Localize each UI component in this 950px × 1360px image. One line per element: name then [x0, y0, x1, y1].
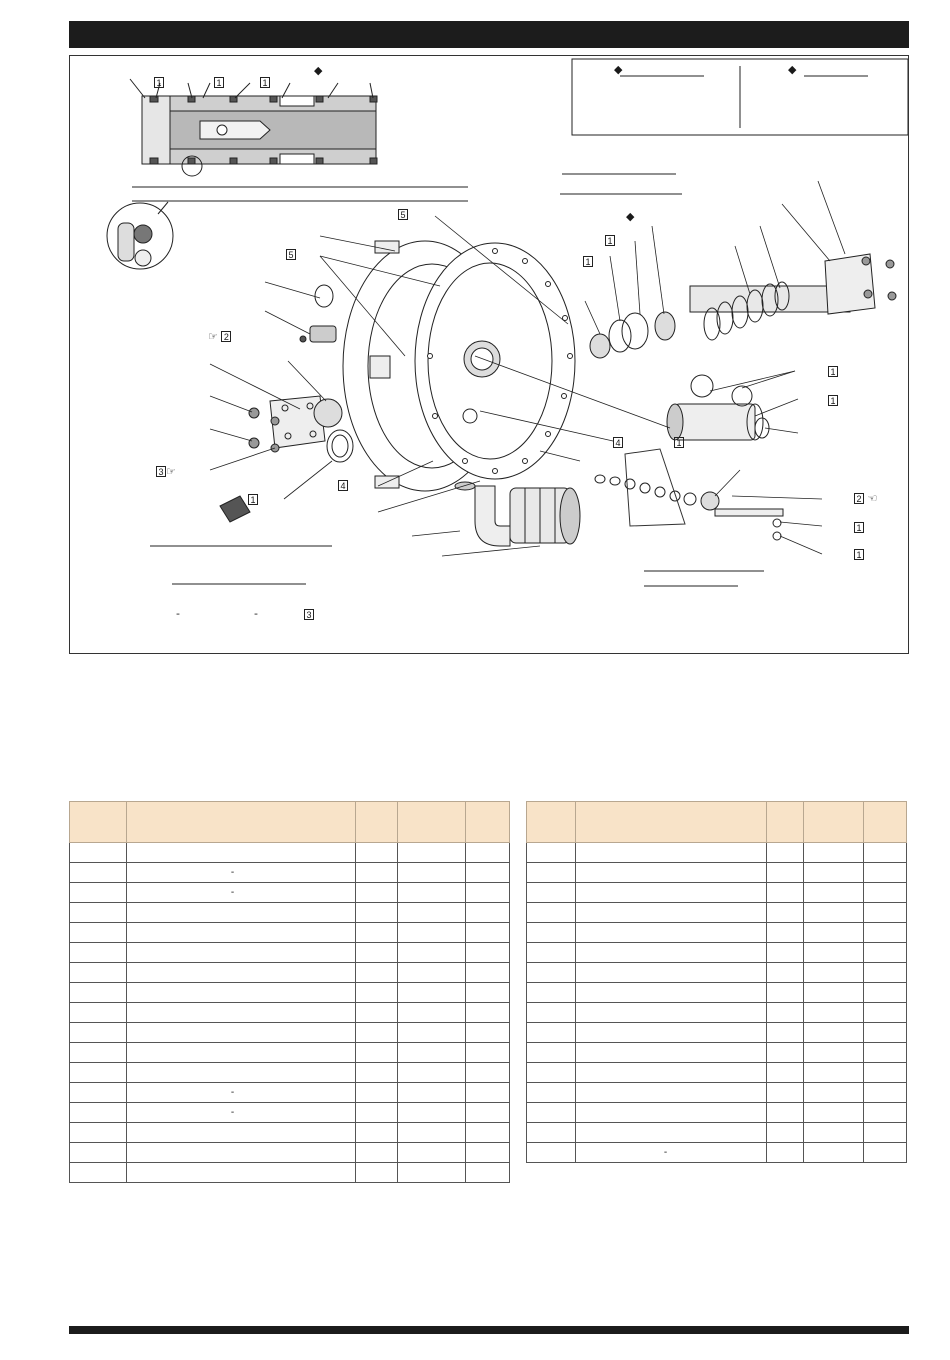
- table-cell: [466, 1143, 510, 1163]
- table-cell: [527, 843, 576, 863]
- table-cell: [804, 1023, 864, 1043]
- table-cell: [804, 1043, 864, 1063]
- table-cell: [527, 943, 576, 963]
- table-cell: [527, 903, 576, 923]
- table-cell: [398, 1143, 466, 1163]
- callout-1-f: 1: [828, 366, 838, 378]
- port-plate: [249, 396, 325, 452]
- table-cell: [356, 963, 398, 983]
- table-cell: [356, 983, 398, 1003]
- table-row: [527, 1063, 907, 1083]
- dash-mark: -: [230, 1107, 235, 1118]
- diamond-mark-right: ◆: [626, 210, 635, 223]
- header-cell-kit: [466, 802, 510, 843]
- table-cell: [767, 1003, 804, 1023]
- table-cell: [398, 903, 466, 923]
- table-cell: [70, 1083, 127, 1103]
- dash-mark-a: -: [176, 607, 180, 620]
- table-cell: [864, 1023, 907, 1043]
- pointing-hand-icon: ☞: [208, 330, 218, 343]
- table-cell: [527, 1083, 576, 1103]
- table-cell: [126, 1003, 356, 1023]
- table-cell: [398, 1123, 466, 1143]
- table-row: [70, 1163, 510, 1183]
- table-row: [70, 943, 510, 963]
- table-row: [527, 983, 907, 1003]
- table-cell: [864, 1143, 907, 1163]
- header-cell-item: [70, 802, 127, 843]
- table-cell: [70, 983, 127, 1003]
- table-cell: [575, 843, 767, 863]
- diamond-mark-top: ◆: [314, 64, 323, 77]
- table-cell: [767, 963, 804, 983]
- diagram-drawing: [70, 56, 908, 653]
- table-cell: [575, 903, 767, 923]
- main-shaft: [667, 375, 769, 440]
- callout-2-hand-right: 2 ☜: [854, 493, 877, 505]
- flange-plate: [415, 243, 575, 479]
- table-cell: [767, 863, 804, 883]
- table-cell: [70, 943, 127, 963]
- table-cell: [804, 1063, 864, 1083]
- table-cell: [356, 863, 398, 883]
- table-cell: [398, 1083, 466, 1103]
- table-cell: [804, 1143, 864, 1163]
- header-cell-qty: [767, 802, 804, 843]
- table-cell: [527, 1103, 576, 1123]
- table-cell: [527, 983, 576, 1003]
- cylinder-cross-section: [130, 79, 468, 201]
- table-cell: [356, 943, 398, 963]
- table-cell: [356, 1063, 398, 1083]
- header-cell-part-no: [804, 802, 864, 843]
- table-cell: [527, 883, 576, 903]
- table-cell: [575, 1023, 767, 1043]
- table-cell: [767, 1043, 804, 1063]
- table-cell: [804, 1003, 864, 1023]
- table-row: [70, 1023, 510, 1043]
- header-cell-kit: [864, 802, 907, 843]
- callout-1-label: 1: [248, 494, 258, 506]
- callout-3-b: 3: [304, 609, 314, 621]
- table-row: [527, 1103, 907, 1123]
- table-cell: [527, 1003, 576, 1023]
- table-row: [527, 1003, 907, 1023]
- table-cell: [864, 1103, 907, 1123]
- table-cell: [466, 863, 510, 883]
- table-cell: [767, 1023, 804, 1043]
- table-cell: [356, 903, 398, 923]
- table-cell: [398, 843, 466, 863]
- table-cell: [575, 1063, 767, 1083]
- table-cell: [70, 1123, 127, 1143]
- table-row: [527, 883, 907, 903]
- callout-1-i: 1: [854, 522, 864, 534]
- table-row: [70, 863, 510, 883]
- dash-mark: -: [230, 867, 235, 878]
- table-header-row: [70, 802, 510, 843]
- table-cell: [767, 903, 804, 923]
- header-cell-description: [126, 802, 356, 843]
- table-cell: [575, 1043, 767, 1063]
- table-cell: [864, 1003, 907, 1023]
- table-cell: [356, 883, 398, 903]
- table-cell: [804, 1123, 864, 1143]
- table-cell: [126, 843, 356, 863]
- table-cell: [575, 943, 767, 963]
- table-row: [527, 903, 907, 923]
- table-cell: [126, 903, 356, 923]
- table-cell: [126, 1123, 356, 1143]
- exploded-parts-diagram: [69, 55, 909, 654]
- table-cell: [527, 923, 576, 943]
- table-cell: [804, 963, 864, 983]
- table-row: [70, 883, 510, 903]
- table-cell: [527, 1043, 576, 1063]
- callout-1-b: 1: [214, 77, 224, 89]
- table-cell: [804, 863, 864, 883]
- dash-mark: -: [230, 1087, 235, 1098]
- table-cell: [466, 1103, 510, 1123]
- table-cell: [767, 1063, 804, 1083]
- callout-4-a: 4: [338, 480, 348, 492]
- table-cell: [864, 1043, 907, 1063]
- table-cell: [126, 1083, 356, 1103]
- header-cell-qty: [356, 802, 398, 843]
- header-cell-description: [575, 802, 767, 843]
- table-cell: [804, 1103, 864, 1123]
- table-row: [527, 1123, 907, 1143]
- table-cell: [466, 843, 510, 863]
- table-cell: [466, 963, 510, 983]
- table-cell: [356, 1123, 398, 1143]
- table-cell: [466, 1123, 510, 1143]
- table-cell: [575, 923, 767, 943]
- callout-1-h: 1: [674, 437, 684, 449]
- table-cell: [804, 923, 864, 943]
- table-cell: [126, 863, 356, 883]
- table-cell: [356, 923, 398, 943]
- table-row: [70, 1063, 510, 1083]
- table-cell: [466, 923, 510, 943]
- table-cell: [864, 963, 907, 983]
- table-cell: [398, 1103, 466, 1123]
- table-cell: [126, 1063, 356, 1083]
- table-cell: [126, 1163, 356, 1183]
- pointing-hand-icon: ☜: [867, 492, 878, 505]
- table-cell: [864, 1063, 907, 1083]
- table-cell: [804, 843, 864, 863]
- header-bar: [69, 21, 909, 48]
- table-cell: [527, 1123, 576, 1143]
- table-cell: [126, 963, 356, 983]
- table-cell: [70, 863, 127, 883]
- table-cell: [767, 883, 804, 903]
- table-cell: [356, 1083, 398, 1103]
- table-row: [70, 1083, 510, 1103]
- elbow-fitting: [455, 482, 510, 546]
- table-cell: [527, 963, 576, 983]
- table-cell: [466, 1023, 510, 1043]
- pilot-valve-parts: [595, 449, 783, 540]
- table-cell: [575, 1083, 767, 1103]
- table-cell: [466, 943, 510, 963]
- table-row: [527, 1023, 907, 1043]
- table-cell: [864, 883, 907, 903]
- legend-diamond-right: ◆: [788, 63, 797, 76]
- table-cell: [864, 843, 907, 863]
- table-cell: [767, 843, 804, 863]
- callout-4-b: 4: [613, 437, 623, 449]
- table-cell: [398, 963, 466, 983]
- table-cell: [356, 1003, 398, 1023]
- table-cell: [864, 983, 907, 1003]
- table-cell: [527, 863, 576, 883]
- table-row: [70, 843, 510, 863]
- table-row: [527, 863, 907, 883]
- table-row: [70, 963, 510, 983]
- dash-mark: -: [663, 1147, 668, 1158]
- table-row: [527, 1143, 907, 1163]
- callout-1-j: 1: [854, 549, 864, 561]
- table-cell: [575, 1003, 767, 1023]
- pointing-hand-icon: ☞: [166, 465, 176, 478]
- table-cell: [804, 883, 864, 903]
- table-cell: [126, 1143, 356, 1163]
- table-cell: [466, 1083, 510, 1103]
- table-cell: [767, 923, 804, 943]
- table-cell: [70, 1103, 127, 1123]
- table-cell: [575, 983, 767, 1003]
- callout-5-a: 5: [398, 209, 408, 221]
- table-cell: [804, 903, 864, 923]
- table-cell: [70, 1023, 127, 1043]
- table-body-right: [527, 843, 907, 1163]
- table-cell: [126, 983, 356, 1003]
- dash-mark: -: [230, 887, 235, 898]
- table-cell: [70, 1043, 127, 1063]
- table-cell: [864, 903, 907, 923]
- table-cell: [466, 1063, 510, 1083]
- table-row: [70, 1123, 510, 1143]
- table-cell: [466, 1003, 510, 1023]
- table-cell: [70, 1063, 127, 1083]
- table-cell: [527, 1023, 576, 1043]
- table-cell: [398, 1063, 466, 1083]
- table-cell: [126, 883, 356, 903]
- table-cell: [575, 863, 767, 883]
- callout-1-c: 1: [260, 77, 270, 89]
- muffler-filter: [510, 488, 580, 544]
- label-tag: [220, 496, 250, 522]
- table-cell: [466, 1163, 510, 1183]
- table-cell: [575, 1143, 767, 1163]
- table-cell: [527, 1143, 576, 1163]
- table-cell: [575, 883, 767, 903]
- table-body-left: [70, 843, 510, 1183]
- piston-rod: [590, 254, 896, 358]
- table-row: [527, 943, 907, 963]
- table-row: [70, 983, 510, 1003]
- table-cell: [356, 1043, 398, 1063]
- table-cell: [70, 883, 127, 903]
- table-cell: [398, 1043, 466, 1063]
- table-cell: [126, 943, 356, 963]
- table-row: [527, 843, 907, 863]
- table-cell: [804, 983, 864, 1003]
- seal-detail-circle: [107, 202, 173, 269]
- callout-1-d: 1: [605, 235, 615, 247]
- table-cell: [575, 963, 767, 983]
- table-row: [527, 1043, 907, 1063]
- table-cell: [767, 983, 804, 1003]
- footer-bar: [69, 1326, 909, 1334]
- header-cell-part-no: [398, 802, 466, 843]
- callout-1-e: 1: [583, 256, 593, 268]
- table-cell: [126, 1103, 356, 1123]
- table-cell: [864, 943, 907, 963]
- table-row: [70, 1103, 510, 1123]
- table-cell: [398, 1023, 466, 1043]
- table-cell: [70, 1003, 127, 1023]
- table-cell: [767, 1123, 804, 1143]
- table-row: [527, 923, 907, 943]
- table-cell: [767, 1143, 804, 1163]
- table-cell: [864, 1123, 907, 1143]
- callout-3-hand: 3 ☞: [156, 466, 176, 478]
- table-cell: [527, 1063, 576, 1083]
- legend-diamond-left: ◆: [614, 63, 623, 76]
- table-cell: [466, 903, 510, 923]
- table-row: [527, 1083, 907, 1103]
- table-cell: [356, 1103, 398, 1123]
- table-cell: [70, 843, 127, 863]
- table-cell: [575, 1103, 767, 1123]
- table-cell: [575, 1123, 767, 1143]
- table-cell: [356, 843, 398, 863]
- table-cell: [126, 1043, 356, 1063]
- table-cell: [356, 1163, 398, 1183]
- table-cell: [70, 963, 127, 983]
- table-row: [70, 903, 510, 923]
- parts-table-right: [526, 801, 907, 1163]
- callout-2-hand-left: ☞ 2: [208, 331, 231, 343]
- table-row: [70, 923, 510, 943]
- callout-1-a: 1: [154, 77, 164, 89]
- table-cell: [804, 1083, 864, 1103]
- table-cell: [398, 923, 466, 943]
- table-cell: [70, 1143, 127, 1163]
- table-cell: [356, 1143, 398, 1163]
- table-row: [527, 963, 907, 983]
- table-row: [70, 1143, 510, 1163]
- table-cell: [767, 1083, 804, 1103]
- table-row: [70, 1043, 510, 1063]
- table-cell: [466, 1043, 510, 1063]
- table-cell: [398, 883, 466, 903]
- callout-5-b: 5: [286, 249, 296, 261]
- table-cell: [398, 943, 466, 963]
- table-cell: [767, 943, 804, 963]
- table-header-row: [527, 802, 907, 843]
- table-cell: [70, 923, 127, 943]
- table-cell: [398, 1003, 466, 1023]
- callout-1-g: 1: [828, 395, 838, 407]
- table-cell: [864, 863, 907, 883]
- table-cell: [356, 1023, 398, 1043]
- table-cell: [70, 1163, 127, 1183]
- table-cell: [70, 903, 127, 923]
- table-cell: [126, 1023, 356, 1043]
- table-cell: [126, 923, 356, 943]
- table-row: [70, 1003, 510, 1023]
- table-cell: [466, 883, 510, 903]
- table-cell: [767, 1103, 804, 1123]
- table-cell: [398, 863, 466, 883]
- table-cell: [466, 983, 510, 1003]
- header-cell-item: [527, 802, 576, 843]
- table-cell: [804, 943, 864, 963]
- table-cell: [398, 983, 466, 1003]
- table-cell: [398, 1163, 466, 1183]
- parts-table-left: [69, 801, 510, 1183]
- table-cell: [864, 1083, 907, 1103]
- dash-mark-b: -: [254, 607, 258, 620]
- table-cell: [864, 923, 907, 943]
